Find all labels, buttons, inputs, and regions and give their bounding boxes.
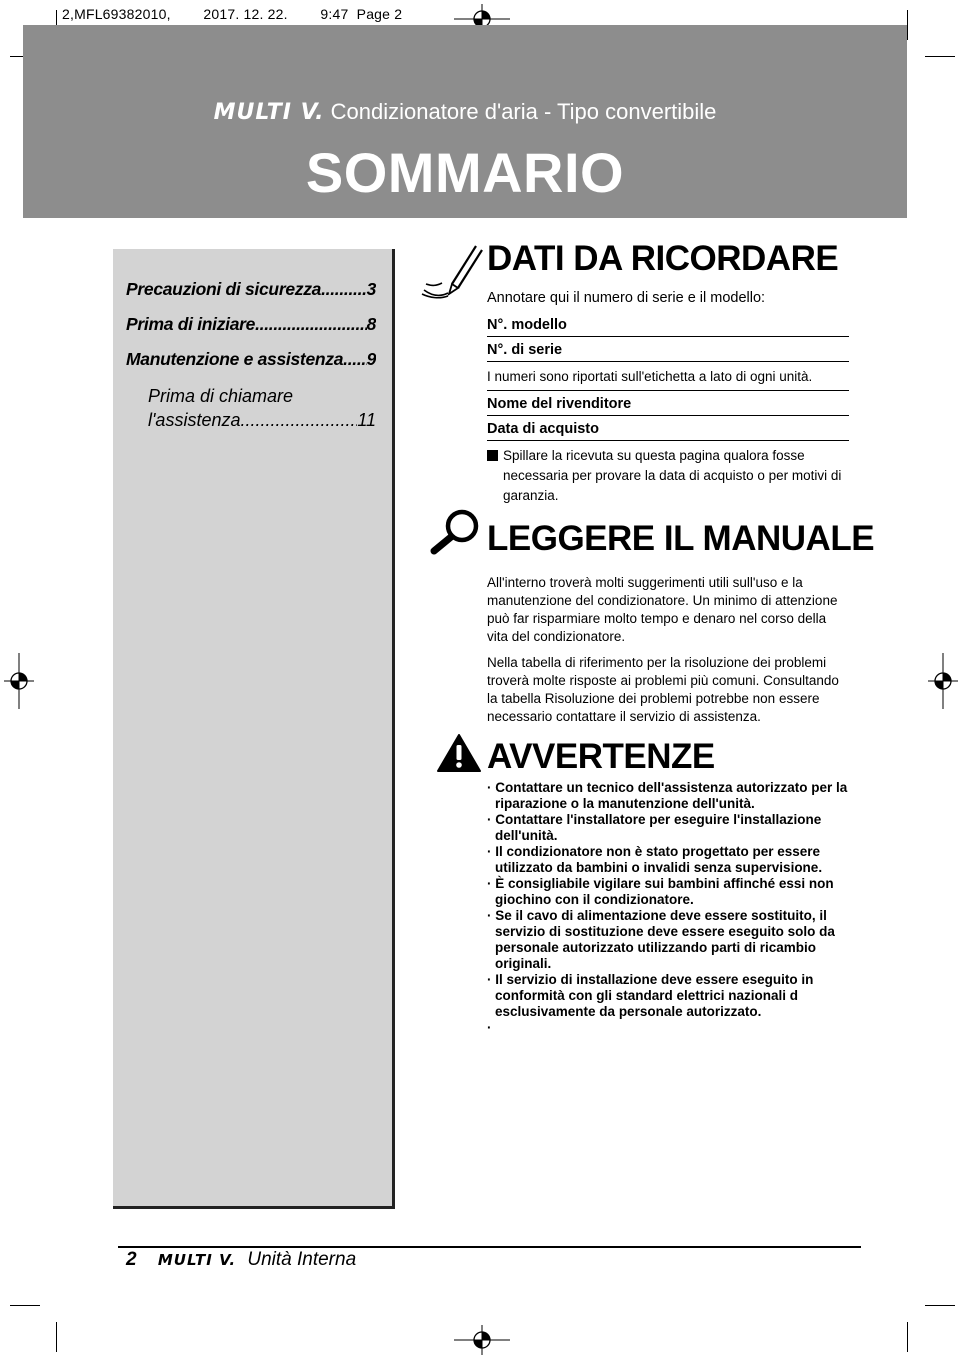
crop-mark [10,1305,40,1306]
toc-leader-dots [255,314,366,335]
warning-item: · Il servizio di installazione deve essere eseguito in conformità con gli standard elettrici nazionali d esclusivamente da personale autorizzato. [487,972,849,1020]
section-title: DATI DA RICORDARE [487,239,839,278]
field-data-acquisto[interactable]: Data di acquisto [487,416,849,441]
section-intro: Annotare qui il numero di serie e il modello: [487,290,766,306]
section-leggere-il-manuale [487,518,875,726]
toc-item-page: 9 [366,349,376,369]
crop-mark [56,1322,57,1352]
footer-label: Unità Interna [247,1249,357,1270]
page-number: 2 [126,1249,137,1270]
crop-mark [925,56,955,57]
pen-icon [418,244,484,300]
paragraph: All'interno troverà molti suggerimenti utili sull'uso e la manutenzione del condizionatore. Un minimo di attenzione può far risparmiare molto tempo e denaro nel corso della vita del condizionatore. [487,575,838,644]
warning-item: · È consigliabile vigilare sui bambini affinché essi non giochino con il condizionatore. [487,876,849,908]
toc-item-prima-di-iniziare[interactable] [126,314,376,335]
field-modello[interactable]: N°. modello [487,312,849,337]
toc-subitem-page: 11 [357,410,376,430]
toc-item-precauzioni[interactable] [126,279,376,300]
section-avvertenze [487,736,849,1036]
header-band [23,25,907,218]
main-content [487,238,875,1036]
header-subtitle: Condizionatore d'aria - Tipo convertibile [330,99,717,124]
section-title: LEGGERE IL MANUALE [487,519,875,558]
warning-item: · Contattare un tecnico dell'assistenza autorizzato per la riparazione o la manutenzione dell'unità. [487,780,849,812]
toc-subitem-label: l'assistenza [148,410,241,430]
registration-mark-icon [928,653,958,709]
section-dati-da-ricordare [487,238,849,506]
toc-leader-dots [343,349,366,370]
multi-v-logo: MULTI V. [157,1251,237,1269]
multi-v-logo: MULTI V. [213,100,325,125]
table-of-contents [126,279,376,432]
toc-sidebar [113,249,395,1209]
paragraph: Nella tabella di riferimento per la risoluzione dei problemi troverà molte risposte ai problemi più comuni. Consultando la tabella Risoluzione dei problemi potrebbe non essere necessario contattare il servizio di assistenza. [487,655,839,724]
warning-item: · Il condizionatore non è stato progettato per essere utilizzato da bambini o invalidi senza supervisione. [487,844,849,876]
warning-item [487,1020,849,1036]
toc-item-label: Prima di iniziare [126,314,256,334]
section-title: AVVERTENZE [487,737,715,776]
toc-subitem-prima-di-chiamare[interactable] [148,384,376,432]
toc-subitem-label: Prima di chiamare [148,386,294,406]
warning-list [487,780,849,1036]
square-bullet-icon [487,450,498,461]
registration-mark-icon [454,1325,510,1355]
toc-item-label: Manutenzione e assistenza [126,349,344,369]
crop-mark [907,1322,908,1352]
registration-mark-icon [4,653,34,709]
print-slug: 2,MFL69382010, 2017. 12. 22. 9:47 Page 2 [62,6,403,22]
field-serie[interactable]: N°. di serie [487,337,849,362]
toc-leader-dots [321,279,366,300]
crop-mark [907,10,908,40]
warning-item: · Se il cavo di alimentazione deve essere sostituito, il servizio di sostituzione deve essere eseguito solo da personale autorizzato utilizzando parti di ricambio originali. [487,908,849,972]
toc-item-page: 8 [366,314,376,334]
warning-item: · Contattare l'installatore per eseguire l'installazione dell'unità. [487,812,849,844]
page-footer [126,1249,356,1271]
toc-item-page: 3 [366,279,376,299]
receipt-note-text: Spillare la ricevuta su questa pagina qualora fosse necessaria per provare la data di acquisto o per motivi di garanzia. [503,448,842,503]
page-title: SOMMARIO [305,141,625,204]
warning-triangle-icon [436,733,482,773]
header-brand-line [23,99,907,125]
label-note: I numeri sono riportati sull'etichetta a lato di ogni unità. [487,362,849,391]
toc-leader-dots [240,408,357,432]
field-rivenditore[interactable]: Nome del rivenditore [487,391,849,416]
receipt-note [487,446,849,506]
magnifier-icon [428,508,482,556]
toc-item-manutenzione[interactable] [126,349,376,370]
toc-item-label: Precauzioni di sicurezza [126,279,322,299]
crop-mark [925,1305,955,1306]
footer-rule [118,1246,861,1248]
